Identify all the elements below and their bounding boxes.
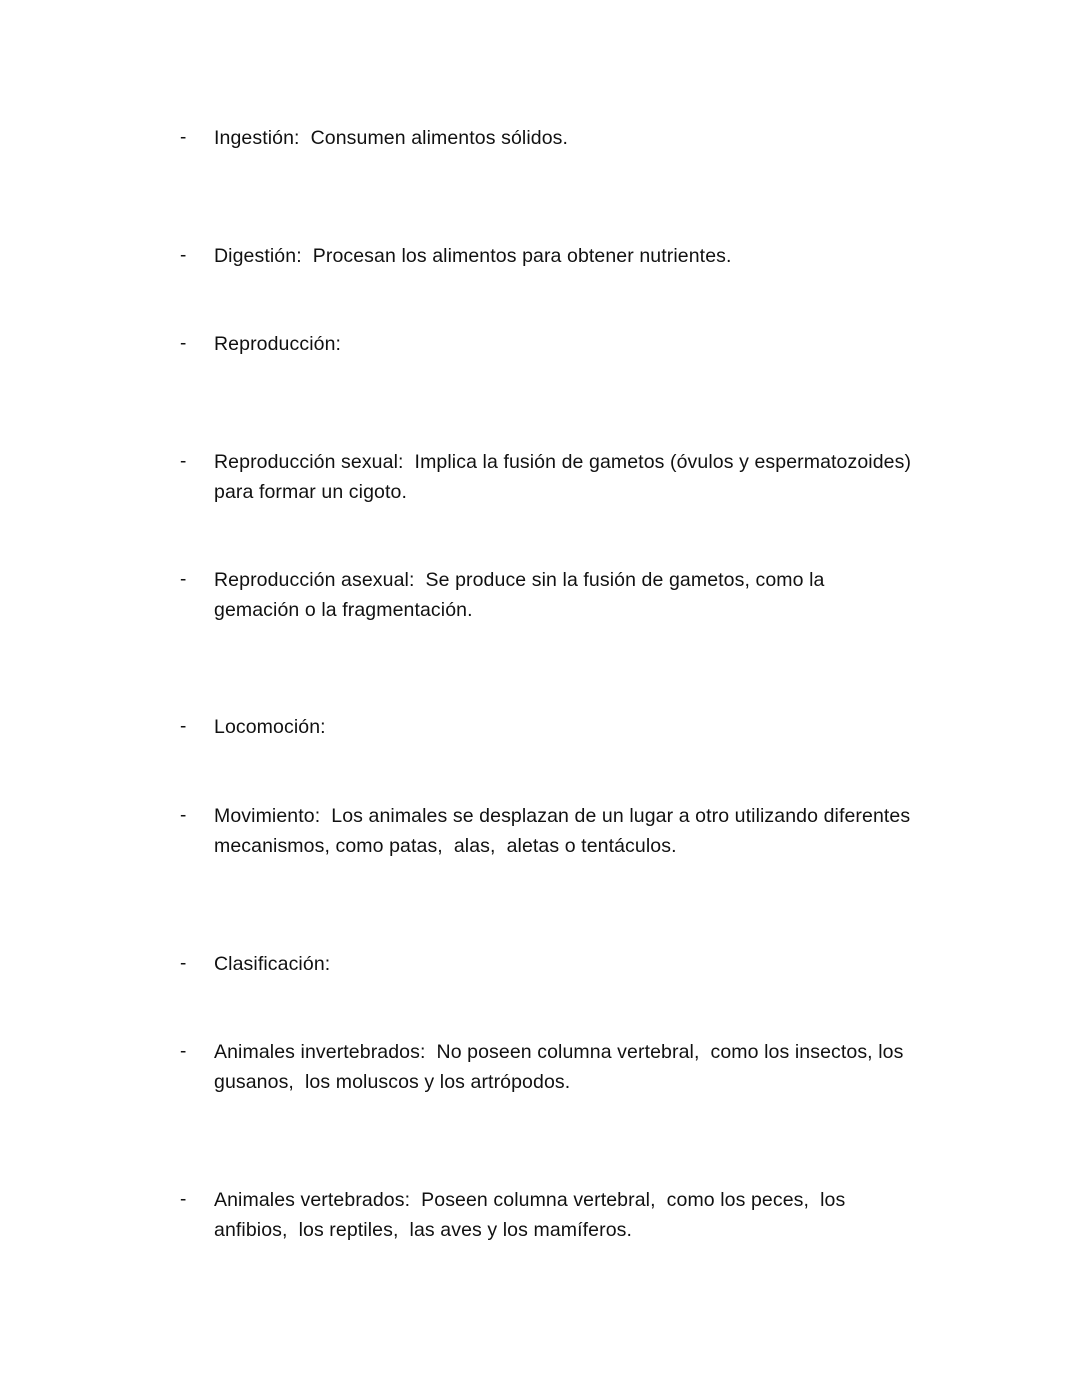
bullet-dash: - [180, 953, 187, 974]
bullet-dash: - [180, 569, 187, 590]
list-item-text: Reproducción sexual: Implica la fusión de gametos (óvulos y espermatozoides) para formar un cigoto. [214, 451, 917, 503]
bullet-dash: - [180, 1189, 187, 1210]
list-item-text: Animales vertebrados: Poseen columna vertebral, como los peces, los anfibios, los reptiles, las aves y los mamíferos. [214, 1189, 851, 1241]
list-item-text: Movimiento: Los animales se desplazan de un lugar a otro utilizando diferentes mecanismos, como patas, alas, aletas o tentáculos. [214, 805, 916, 857]
bullet-dash: - [180, 127, 187, 148]
list-item-text: Reproducción asexual: Se produce sin la fusión de gametos, como la gemación o la fragmentación. [214, 569, 830, 621]
list-item-text: Animales invertebrados: No poseen columna vertebral, como los insectos, los gusanos, los moluscos y los artrópodos. [214, 1041, 909, 1093]
list-item-text: Reproducción: [214, 333, 342, 355]
list-item-text: Clasificación: [214, 953, 331, 975]
bullet-dash: - [180, 805, 187, 826]
bullet-dash: - [180, 716, 187, 737]
list-item-text: Ingestión: Consumen alimentos sólidos. [214, 127, 569, 149]
list-item-text: Digestión: Procesan los alimentos para obtener nutrientes. [214, 245, 732, 267]
bullet-dash: - [180, 333, 187, 354]
bullet-dash: - [180, 245, 187, 266]
list-item-text: Locomoción: [214, 716, 326, 738]
bullet-dash: - [180, 451, 187, 472]
bullet-dash: - [180, 1041, 187, 1062]
